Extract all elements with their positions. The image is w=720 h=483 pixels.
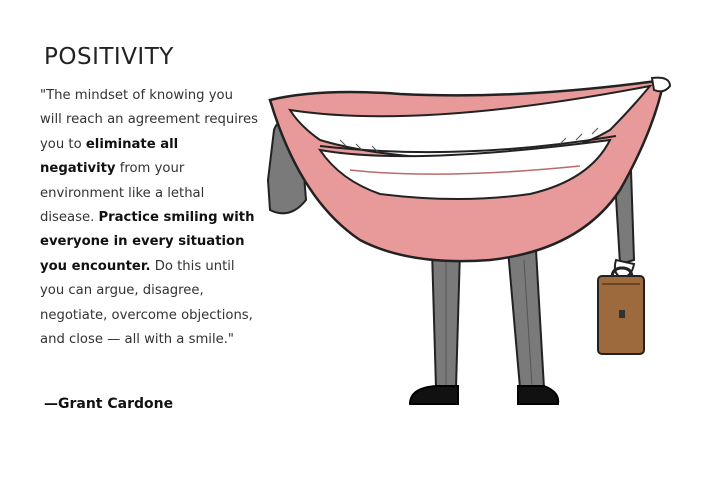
quote-emphasis: eliminate all negativity <box>40 136 179 177</box>
briefcase-icon <box>598 268 644 354</box>
smile-banner-illustration <box>260 70 680 420</box>
legs <box>432 250 544 388</box>
quote-text <box>40 84 258 352</box>
quote-part: Do this until you can argue, disagree, negotiate, overcome objections, and close — all with a smile." <box>40 258 253 348</box>
quote-part: "The mindset of knowing you will reach an agreement requires you to <box>40 88 258 152</box>
page-title: POSITIVITY <box>44 44 174 70</box>
shoes <box>410 386 558 404</box>
right-hand <box>652 78 670 92</box>
quote-part: from your environment like a lethal disease. <box>40 161 205 226</box>
quote-author: —Grant Cardone <box>44 396 174 412</box>
smile-banner <box>270 80 664 261</box>
quote-emphasis: Practice smiling with everyone in every situation you encounter. <box>40 210 255 274</box>
